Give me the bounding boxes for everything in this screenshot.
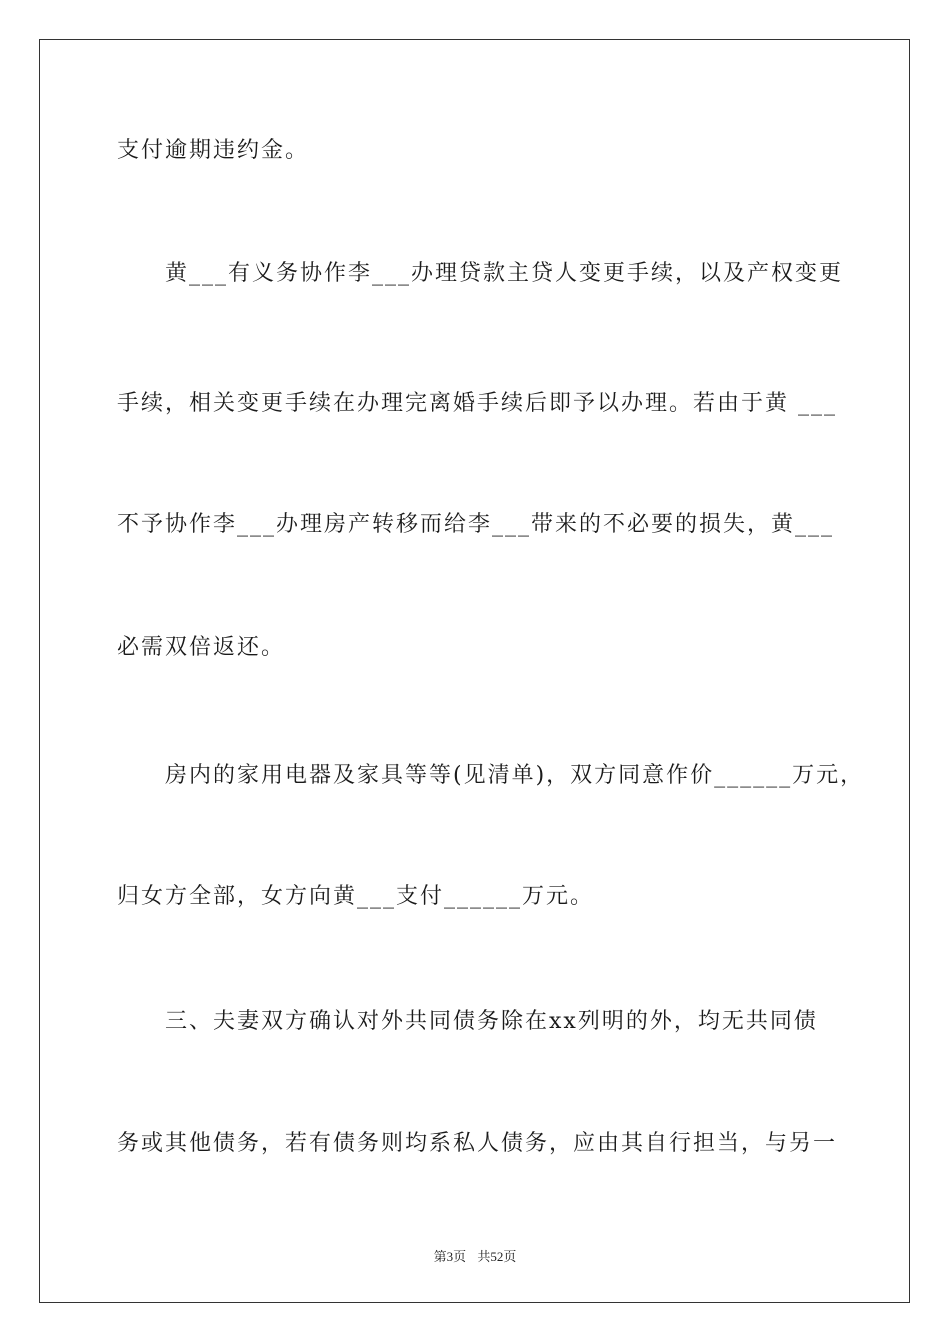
page-number-total: 共52页 (477, 1249, 517, 1264)
text-line-1: 支付逾期违约金。 (117, 138, 310, 163)
text-line-3: 手续，相关变更手续在办理完离婚手续后即予以办理。若由于黄 ___ (117, 391, 837, 416)
text-line-4: 不予协作李___办理房产转移而给李___带来的不必要的损失，黄___ (117, 512, 835, 537)
page-number-current: 第3页 (433, 1249, 467, 1264)
page-footer (0, 1246, 950, 1265)
text-line-9: 务或其他债务，若有债务则均系私人债务，应由其自行担当，与另一 (117, 1131, 838, 1156)
text-line-2: 黄___有义务协作李___办理贷款主贷人变更手续，以及产权变更 (165, 261, 844, 286)
text-line-5: 必需双倍返还。 (117, 635, 286, 660)
text-line-7: 归女方全部，女方向黄___支付______万元。 (117, 884, 595, 909)
page-border (39, 39, 910, 1303)
text-line-8: 三、夫妻双方确认对外共同债务除在xx列明的外，均无共同债 (165, 1009, 818, 1034)
text-line-6: 房内的家用电器及家具等等(见清单)，双方同意作价______万元， (165, 763, 865, 788)
